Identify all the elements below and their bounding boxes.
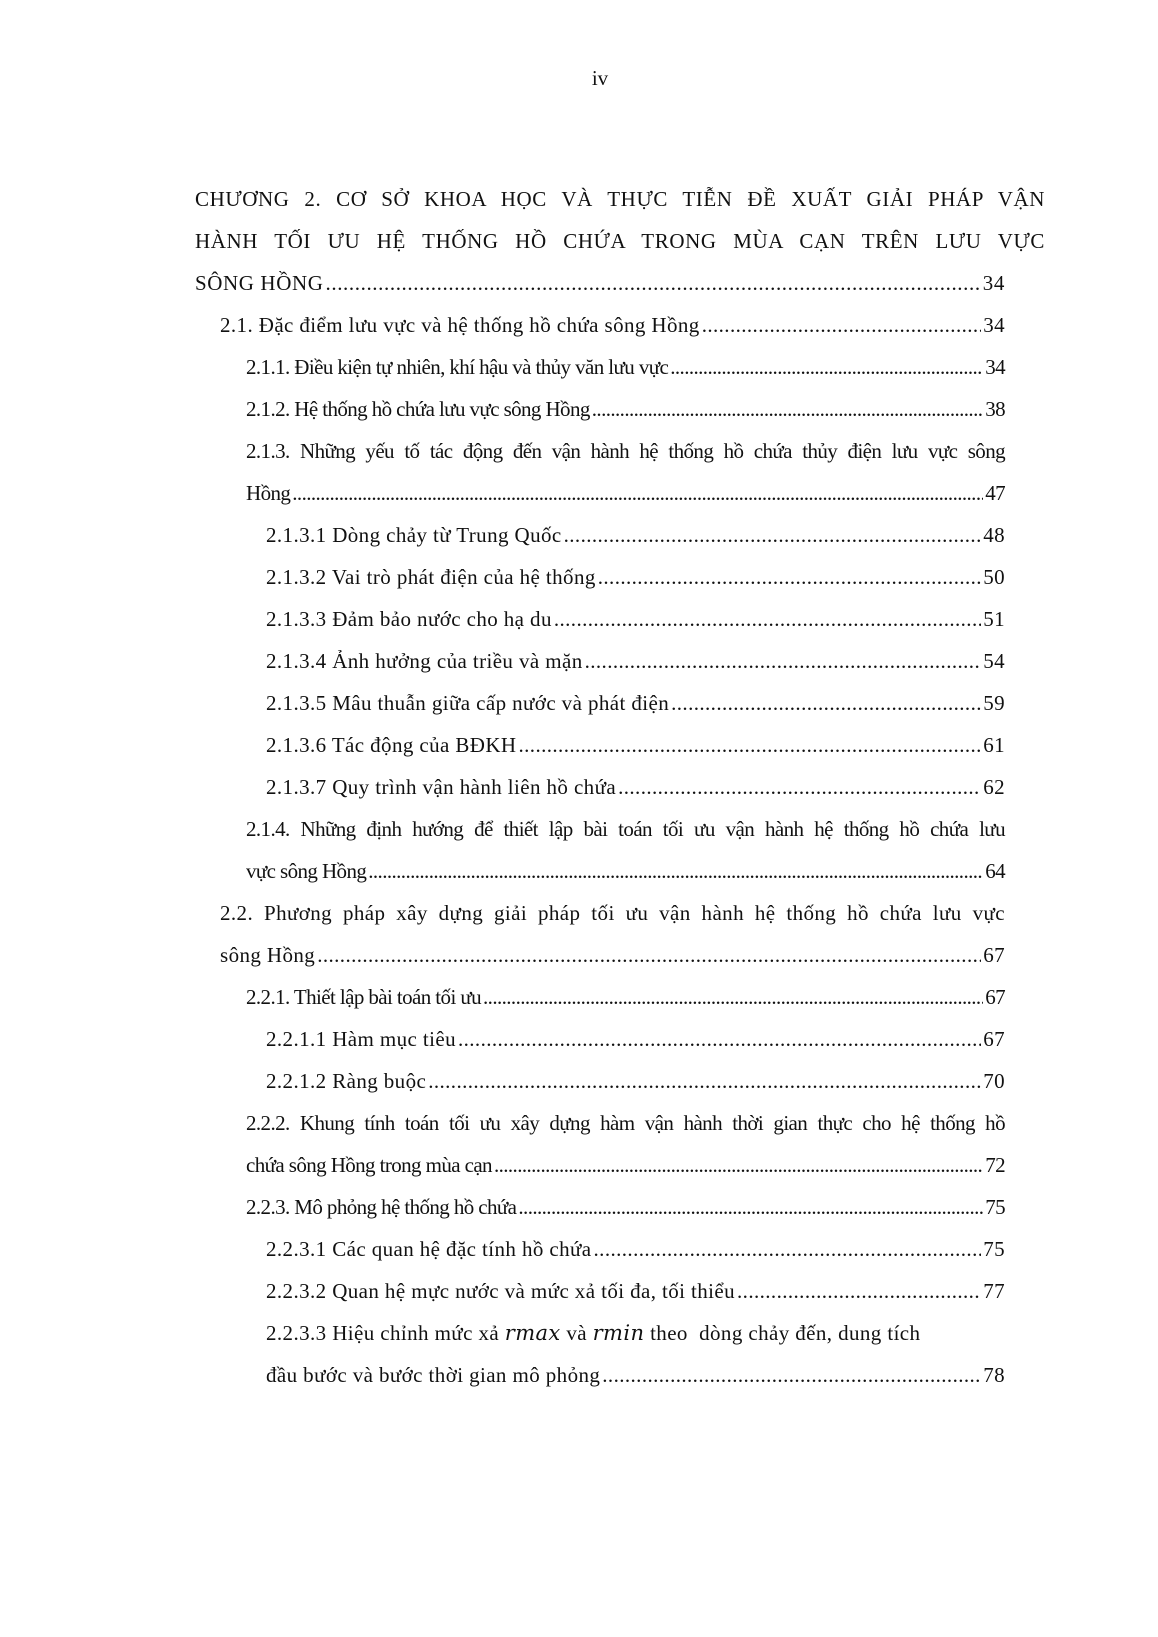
toc-entry-2-2-3-3[interactable] <box>266 1354 1005 1396</box>
toc-entry-2-1-3-6[interactable] <box>266 724 1005 766</box>
toc-page-number: 75 <box>983 1237 1005 1261</box>
toc-entry-2-2-1-2[interactable] <box>266 1060 1005 1102</box>
toc-title: 2.1.2. Hệ thống hồ chứa lưu vực sông Hồng <box>246 397 590 421</box>
toc-title: SÔNG HỒNG <box>195 271 324 295</box>
toc-page-number: 50 <box>983 565 1005 589</box>
toc-title: 2.1.3.2 Vai trò phát điện của hệ thống <box>266 565 596 589</box>
toc-entry-2-2-3-2[interactable] <box>266 1270 1005 1312</box>
toc-chapter-2-line-2[interactable]: HÀNH TỐI ƯU HỆ THỐNG HỒ CHỨA TRONG MÙA CẠN TRÊN LƯU VỰC <box>195 229 1045 253</box>
toc-title: sông Hồng <box>220 943 316 967</box>
toc-title: 2.1.3.3 Đảm bảo nước cho hạ du <box>266 607 552 631</box>
toc-page-number: 61 <box>983 733 1005 757</box>
toc-page-number: 67 <box>983 1027 1005 1051</box>
toc-title: 2.1.3.5 Mâu thuẫn giữa cấp nước và phát điện <box>266 691 670 715</box>
toc-title: 2.2.3.1 Các quan hệ đặc tính hồ chứa <box>266 1237 592 1261</box>
toc-entry-2-1-3-5[interactable] <box>266 682 1005 724</box>
dot-leader <box>564 514 982 556</box>
dot-leader <box>483 976 983 1018</box>
toc-page-number: 72 <box>985 1153 1005 1177</box>
toc-entry-2-2[interactable] <box>220 934 1005 976</box>
toc-entry-2-2-3-3-line-1[interactable] <box>266 1312 1005 1354</box>
toc-title-suffix: theo dòng chảy đến, dung tích <box>650 1321 921 1345</box>
toc-entry-2-2-3[interactable] <box>246 1186 1005 1228</box>
math-var-rmax: rmax <box>504 1321 561 1345</box>
toc-entry-2-1-3[interactable] <box>246 472 1005 514</box>
dot-leader <box>671 682 981 724</box>
toc-entry-2-1-3-7[interactable] <box>266 766 1005 808</box>
toc-entry-2-1-2[interactable] <box>246 388 1005 430</box>
page-number: iv <box>591 66 609 90</box>
dot-leader <box>618 766 981 808</box>
toc-title: 2.1.1. Điều kiện tự nhiên, khí hậu và thủy văn lưu vực <box>246 355 669 379</box>
toc-title: 2.2.3. Mô phỏng hệ thống hồ chứa <box>246 1195 517 1219</box>
dot-leader <box>598 556 981 598</box>
toc-entry-2-1-4-line-1[interactable]: 2.1.4. Những định hướng để thiết lập bài toán tối ưu vận hành hệ thống hồ chứa lưu <box>246 817 1005 841</box>
dot-leader <box>326 262 981 304</box>
toc-page-number: 34 <box>982 271 1005 295</box>
toc-entry-2-2-2-line-1[interactable]: 2.2.2. Khung tính toán tối ưu xây dựng hàm vận hành thời gian thực cho hệ thống hồ <box>246 1111 1005 1135</box>
dot-leader <box>702 304 981 346</box>
toc-title: đầu bước và bước thời gian mô phỏng <box>266 1363 601 1387</box>
toc-entry-2-1-3-3[interactable] <box>266 598 1005 640</box>
toc-entry-2-1-3-line-1[interactable]: 2.1.3. Những yếu tố tác động đến vận hành hệ thống hồ chứa thủy điện lưu vực sông <box>246 439 1005 463</box>
toc-page-number: 62 <box>983 775 1005 799</box>
dot-leader <box>292 472 983 514</box>
toc-entry-2-2-1-1[interactable] <box>266 1018 1005 1060</box>
toc-page-number: 78 <box>983 1363 1005 1387</box>
toc-entry-2-2-1[interactable] <box>246 976 1005 1018</box>
toc-page-number: 48 <box>983 523 1005 547</box>
toc-title: 2.2.1.2 Ràng buộc <box>266 1069 427 1093</box>
toc-title: 2.2.1. Thiết lập bài toán tối ưu <box>246 985 482 1009</box>
dot-leader <box>519 724 982 766</box>
toc-title: 2.1.3.1 Dòng chảy từ Trung Quốc <box>266 523 562 547</box>
toc-title-and: và <box>566 1321 587 1345</box>
toc-page-number: 34 <box>983 313 1005 337</box>
toc-title-prefix: 2.2.3.3 Hiệu chỉnh mức xả <box>266 1321 500 1345</box>
dot-leader <box>494 1144 983 1186</box>
dot-leader <box>602 1354 981 1396</box>
dot-leader <box>592 388 983 430</box>
dot-leader <box>317 934 981 976</box>
toc-page-number: 54 <box>983 649 1005 673</box>
toc-chapter-2-line-1[interactable]: CHƯƠNG 2. CƠ SỞ KHOA HỌC VÀ THỰC TIỄN ĐỀ XUẤT GIẢI PHÁP VẬN <box>195 187 1045 211</box>
dot-leader <box>594 1228 982 1270</box>
toc-page-number: 64 <box>985 859 1005 883</box>
toc-entry-2-2-3-1[interactable] <box>266 1228 1005 1270</box>
toc-chapter-2-entry[interactable] <box>195 262 1005 304</box>
toc-title: chứa sông Hồng trong mùa cạn <box>246 1153 492 1177</box>
toc-page-number: 77 <box>983 1279 1005 1303</box>
dot-leader <box>518 1186 983 1228</box>
toc-entry-2-2-line-1[interactable]: 2.2. Phương pháp xây dựng giải pháp tối ưu vận hành hệ thống hồ chứa lưu vực <box>220 901 1005 925</box>
toc-title: 2.2.1.1 Hàm mục tiêu <box>266 1027 456 1051</box>
toc-title: 2.1.3.6 Tác động của BĐKH <box>266 733 517 757</box>
toc-page-number: 70 <box>983 1069 1005 1093</box>
dot-leader <box>737 1270 981 1312</box>
toc-page-number: 75 <box>985 1195 1005 1219</box>
toc-page-number: 67 <box>985 985 1005 1009</box>
dot-leader <box>585 640 982 682</box>
toc-entry-2-1-1[interactable] <box>246 346 1005 388</box>
toc-title: 2.1.3.4 Ảnh hưởng của triều và mặn <box>266 649 583 673</box>
toc-page-number: 67 <box>983 943 1005 967</box>
toc-title: 2.1.3.7 Quy trình vận hành liên hồ chứa <box>266 775 617 799</box>
dot-leader <box>670 346 983 388</box>
dot-leader <box>368 850 983 892</box>
toc-title: Hồng <box>246 481 291 505</box>
dot-leader <box>458 1018 981 1060</box>
toc-title: 2.2.3.2 Quan hệ mực nước và mức xả tối đa, tối thiểu <box>266 1279 736 1303</box>
toc-title: 2.1. Đặc điểm lưu vực và hệ thống hồ chứa sông Hồng <box>220 313 700 337</box>
dot-leader <box>554 598 981 640</box>
toc-entry-2-1-3-2[interactable] <box>266 556 1005 598</box>
toc-page-number: 38 <box>985 397 1005 421</box>
toc-page-number: 59 <box>983 691 1005 715</box>
math-var-rmin: rmin <box>592 1321 645 1345</box>
toc-entry-2-2-2[interactable] <box>246 1144 1005 1186</box>
toc-entry-2-1[interactable] <box>220 304 1005 346</box>
toc-entry-2-1-4[interactable] <box>246 850 1005 892</box>
toc-entry-2-1-3-1[interactable] <box>266 514 1005 556</box>
toc-title: vực sông Hồng <box>246 859 367 883</box>
toc-page-number: 34 <box>985 355 1005 379</box>
dot-leader <box>428 1060 981 1102</box>
toc-page-number: 47 <box>985 481 1005 505</box>
toc-page-number: 51 <box>983 607 1005 631</box>
toc-entry-2-1-3-4[interactable] <box>266 640 1005 682</box>
